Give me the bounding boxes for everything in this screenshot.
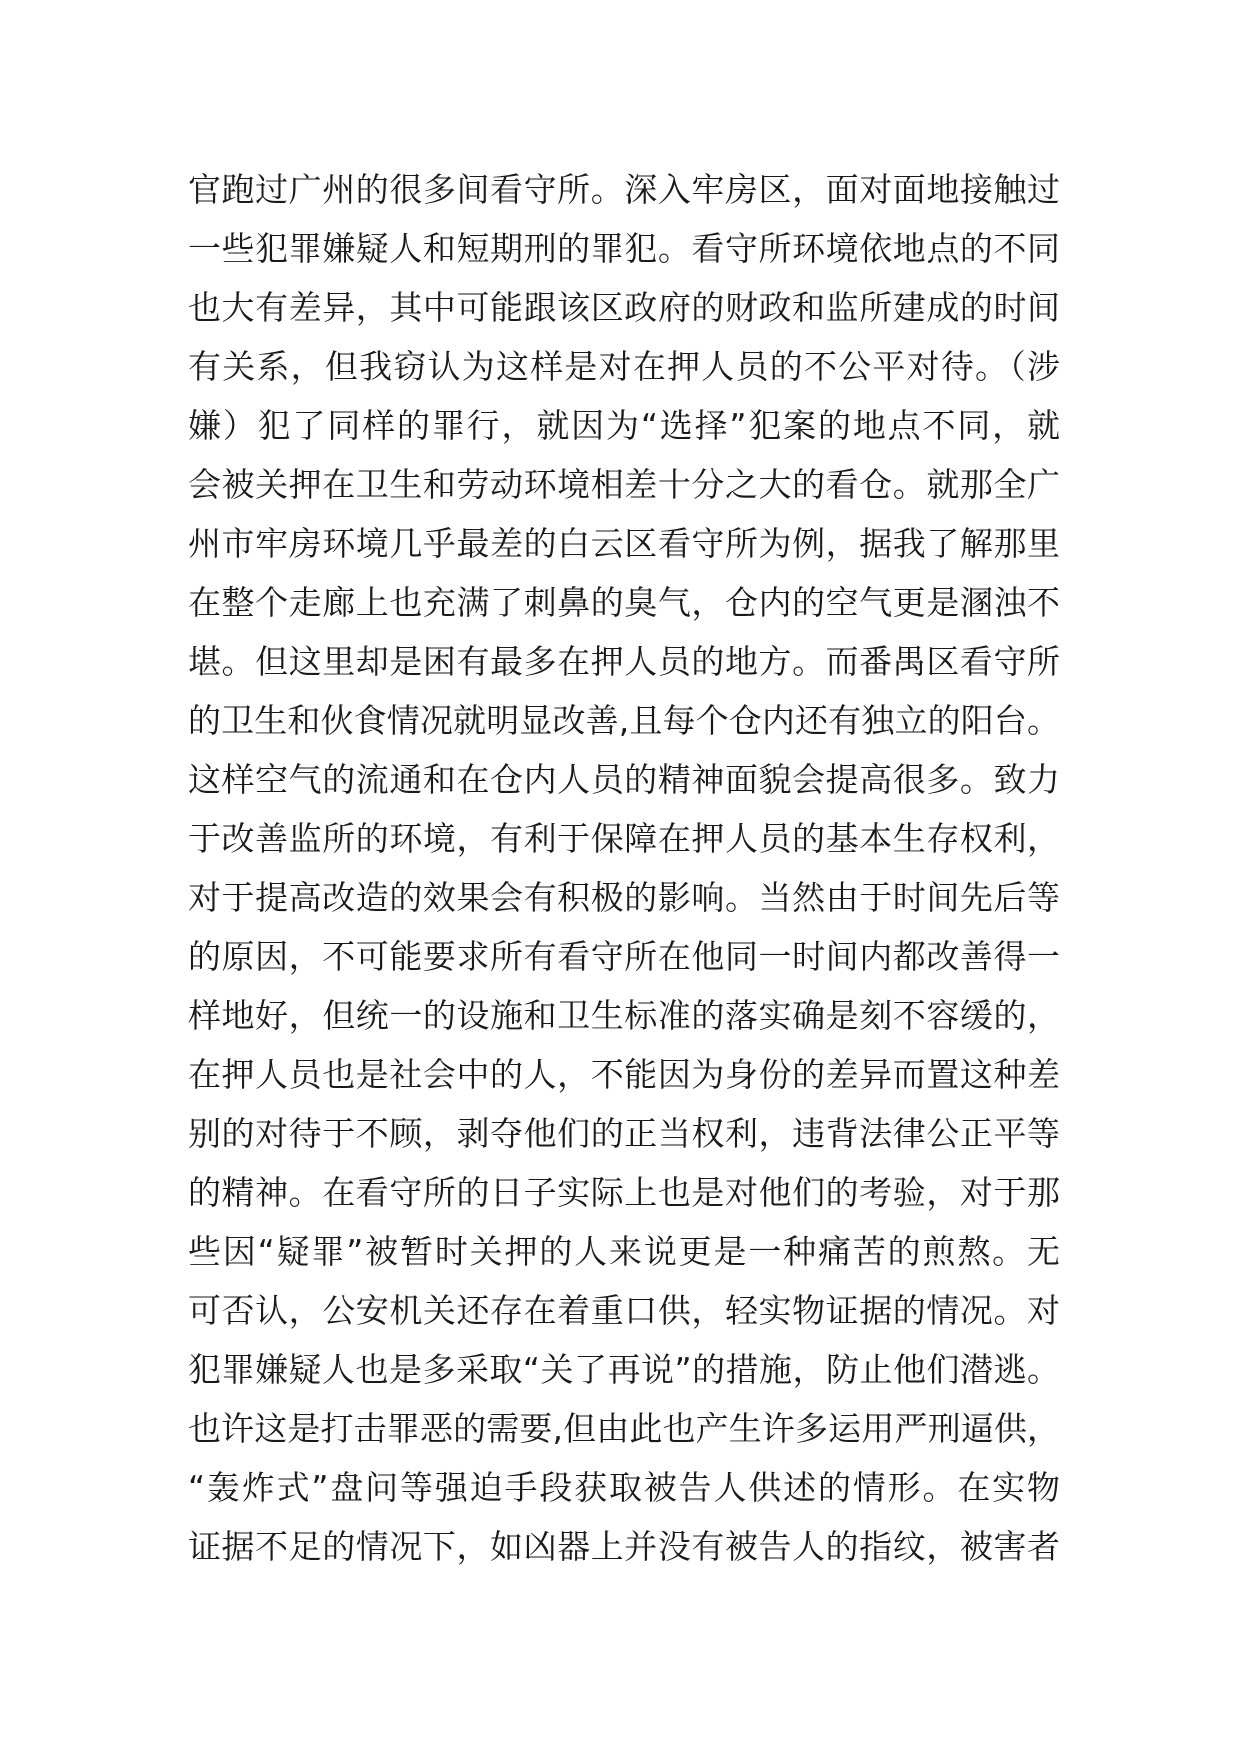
text-line: 也大有差异，其中可能跟该区政府的财政和监所建成的时间 [188, 288, 1060, 327]
text-line: 在整个走廊上也充满了刺鼻的臭气，仓内的空气更是溷浊不 [188, 583, 1060, 622]
text-line: 嫌）犯了同样的罪行，就因为“选择”犯案的地点不同，就 [188, 406, 1060, 445]
text-line: “轰炸式”盘问等强迫手段获取被告人供述的情形。在实物 [188, 1468, 1060, 1507]
text-line: 别的对待于不顾，剥夺他们的正当权利，违背法律公正平等 [188, 1114, 1060, 1153]
text-line: 可否认，公安机关还存在着重口供，轻实物证据的情况。对 [188, 1291, 1060, 1330]
body-text [188, 160, 1060, 1576]
text-line: 堪。但这里却是困有最多在押人员的地方。而番禺区看守所 [188, 642, 1060, 681]
text-line: 犯罪嫌疑人也是多采取“关了再说”的措施，防止他们潜逃。 [188, 1350, 1060, 1389]
text-line: 在押人员也是社会中的人，不能因为身份的差异而置这种差 [188, 1055, 1060, 1094]
text-line: 对于提高改造的效果会有积极的影响。当然由于时间先后等 [188, 878, 1060, 917]
text-line: 于改善监所的环境，有利于保障在押人员的基本生存权利， [188, 819, 1060, 858]
text-line: 样地好，但统一的设施和卫生标准的落实确是刻不容缓的， [188, 996, 1060, 1035]
text-line: 的原因，不可能要求所有看守所在他同一时间内都改善得一 [188, 937, 1060, 976]
text-line: 的卫生和伙食情况就明显改善,且每个仓内还有独立的阳台。 [188, 701, 1060, 740]
text-line: 有关系，但我窃认为这样是对在押人员的不公平对待。（涉 [188, 347, 1060, 386]
text-line: 些因“疑罪”被暂时关押的人来说更是一种痛苦的煎熬。无 [188, 1232, 1060, 1271]
text-line: 官跑过广州的很多间看守所。深入牢房区，面对面地接触过 [188, 170, 1060, 209]
text-line: 证据不足的情况下，如凶器上并没有被告人的指纹，被害者 [188, 1527, 1060, 1566]
text-line: 州市牢房环境几乎最差的白云区看守所为例，据我了解那里 [188, 524, 1060, 563]
text-line: 的精神。在看守所的日子实际上也是对他们的考验，对于那 [188, 1173, 1060, 1212]
text-line: 也许这是打击罪恶的需要,但由此也产生许多运用严刑逼供， [188, 1409, 1060, 1448]
text-line: 会被关押在卫生和劳动环境相差十分之大的看仓。就那全广 [188, 465, 1060, 504]
text-line: 这样空气的流通和在仓内人员的精神面貌会提高很多。致力 [188, 760, 1060, 799]
text-line: 一些犯罪嫌疑人和短期刑的罪犯。看守所环境依地点的不同 [188, 229, 1060, 268]
